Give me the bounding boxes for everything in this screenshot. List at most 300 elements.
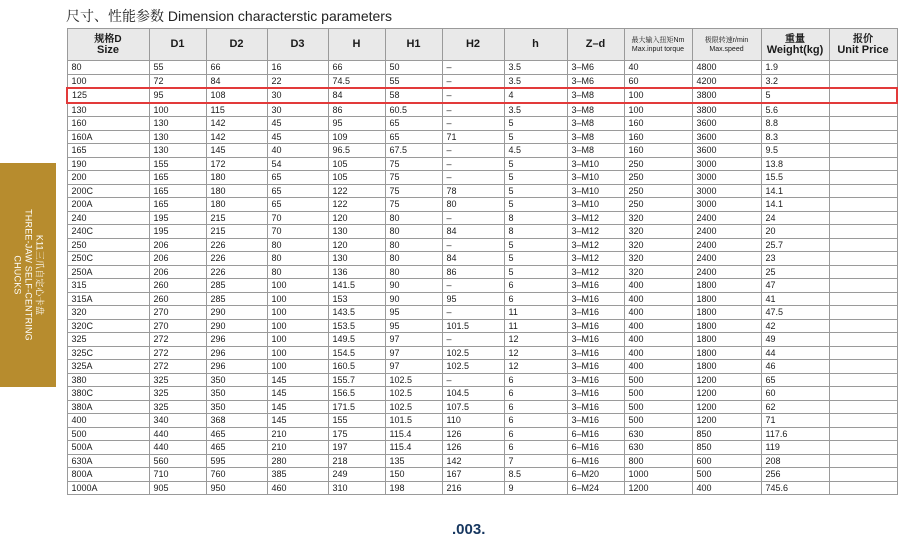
table-cell-h-lower: 12 [504,346,567,360]
table-cell-size: 320C [67,319,149,333]
table-cell-max-speed: 2400 [692,238,761,252]
table-cell-h1: 55 [385,74,442,88]
table-cell-max-speed: 1800 [692,279,761,293]
table-cell-h1: 90 [385,292,442,306]
table-cell-max-speed: 1800 [692,292,761,306]
table-cell-h-upper: 154.5 [328,346,385,360]
table-cell-h-lower: 11 [504,319,567,333]
table-cell-d2: 285 [206,279,267,293]
table-cell-weight: 44 [761,346,829,360]
table-cell-z-d: 3–M16 [567,360,624,374]
table-cell-h-upper: 155.7 [328,373,385,387]
table-cell-d2: 180 [206,171,267,185]
table-cell-max-speed: 2400 [692,265,761,279]
table-cell-d2: 115 [206,103,267,117]
table-cell-max-torque: 500 [624,373,692,387]
table-cell-d3: 280 [267,454,328,468]
table-cell-d2: 290 [206,306,267,320]
table-cell-weight: 46 [761,360,829,374]
table-row [67,103,897,117]
table-cell-z-d: 3–M16 [567,292,624,306]
page-title: 尺寸、性能参数 Dimension characterstic parameters [66,8,392,24]
table-cell-h1: 135 [385,454,442,468]
table-cell-d1: 260 [149,279,206,293]
column-header-h-lower [504,29,567,61]
table-cell-unit-price [829,265,897,279]
table-row [67,279,897,293]
table-cell-weight: 8.3 [761,130,829,144]
table-cell-z-d: 6–M16 [567,427,624,441]
table-row [67,346,897,360]
table-cell-max-speed: 1200 [692,414,761,428]
table-cell-d3: 30 [267,103,328,117]
table-cell-d3: 145 [267,400,328,414]
table-row [67,238,897,252]
table-cell-unit-price [829,184,897,198]
table-cell-unit-price [829,481,897,495]
table-cell-d3: 80 [267,238,328,252]
table-cell-h-lower: 6 [504,427,567,441]
table-cell-h1: 97 [385,360,442,374]
table-cell-d2: 215 [206,225,267,239]
table-cell-d1: 165 [149,184,206,198]
table-cell-max-speed: 3600 [692,130,761,144]
table-cell-weight: 25 [761,265,829,279]
table-cell-d2: 180 [206,184,267,198]
column-header-max-speed [692,29,761,61]
table-cell-unit-price [829,211,897,225]
table-cell-z-d: 3–M10 [567,198,624,212]
table-cell-weight: 1.9 [761,61,829,75]
table-cell-d3: 100 [267,346,328,360]
table-cell-max-torque: 1000 [624,468,692,482]
table-cell-h-upper: 149.5 [328,333,385,347]
table-cell-weight: 60 [761,387,829,401]
table-cell-size: 630A [67,454,149,468]
table-cell-size: 320 [67,306,149,320]
table-cell-max-speed: 3000 [692,171,761,185]
table-cell-max-speed: 1200 [692,387,761,401]
table-cell-d1: 560 [149,454,206,468]
table-cell-z-d: 6–M24 [567,481,624,495]
table-cell-unit-price [829,157,897,171]
table-cell-h1: 90 [385,279,442,293]
table-cell-size: 165 [67,144,149,158]
table-cell-max-torque: 320 [624,211,692,225]
table-cell-size: 380C [67,387,149,401]
table-cell-size: 125 [67,88,149,103]
table-cell-unit-price [829,414,897,428]
table-cell-max-torque: 400 [624,319,692,333]
table-cell-h-lower: 6 [504,373,567,387]
table-cell-d2: 350 [206,373,267,387]
page-number: .003. [452,521,486,538]
table-cell-d1: 325 [149,373,206,387]
table-cell-h-upper: 136 [328,265,385,279]
table-cell-d2: 226 [206,265,267,279]
table-cell-max-torque: 250 [624,184,692,198]
table-cell-h1: 115.4 [385,427,442,441]
table-cell-d2: 180 [206,198,267,212]
table-cell-unit-price [829,225,897,239]
table-cell-unit-price [829,74,897,88]
table-cell-d1: 195 [149,211,206,225]
table-cell-unit-price [829,103,897,117]
table-cell-h-lower: 6 [504,292,567,306]
table-cell-max-speed: 3800 [692,103,761,117]
table-cell-unit-price [829,441,897,455]
table-cell-max-torque: 400 [624,279,692,293]
table-cell-weight: 20 [761,225,829,239]
table-cell-d2: 285 [206,292,267,306]
table-cell-d1: 272 [149,333,206,347]
table-cell-d1: 165 [149,171,206,185]
table-cell-d1: 95 [149,88,206,103]
table-cell-h-upper: 249 [328,468,385,482]
table-cell-weight: 47.5 [761,306,829,320]
table-row [67,198,897,212]
table-cell-size: 250 [67,238,149,252]
table-cell-unit-price [829,144,897,158]
table-cell-size: 800A [67,468,149,482]
table-cell-unit-price [829,252,897,266]
table-cell-h2: 126 [442,441,504,455]
column-header-size-bottom: Size [96,43,119,56]
table-cell-d1: 905 [149,481,206,495]
table-cell-unit-price [829,292,897,306]
table-cell-h1: 115.4 [385,441,442,455]
table-cell-size: 380 [67,373,149,387]
table-cell-max-torque: 400 [624,360,692,374]
table-cell-z-d: 3–M16 [567,306,624,320]
table-cell-max-speed: 3000 [692,198,761,212]
table-cell-h-upper: 143.5 [328,306,385,320]
table-cell-h-lower: 5 [504,265,567,279]
table-cell-unit-price [829,88,897,103]
column-header-h1 [385,29,442,61]
table-cell-h-lower: 5 [504,171,567,185]
table-cell-h1: 95 [385,319,442,333]
table-cell-h2: 126 [442,427,504,441]
table-row [67,211,897,225]
table-cell-z-d: 3–M12 [567,252,624,266]
table-row [67,400,897,414]
table-cell-unit-price [829,346,897,360]
table-row [67,74,897,88]
table-row [67,252,897,266]
column-header-unit-price-top: 报价 [853,33,873,45]
table-cell-max-torque: 500 [624,414,692,428]
table-cell-max-torque: 400 [624,306,692,320]
table-cell-h-lower: 8 [504,211,567,225]
table-cell-d2: 84 [206,74,267,88]
table-cell-h-lower: 6 [504,400,567,414]
table-cell-z-d: 3–M16 [567,414,624,428]
table-cell-max-torque: 800 [624,454,692,468]
table-cell-h1: 80 [385,238,442,252]
table-cell-max-torque: 160 [624,130,692,144]
table-cell-h1: 67.5 [385,144,442,158]
table-cell-size: 200A [67,198,149,212]
table-cell-h1: 80 [385,211,442,225]
table-cell-max-speed: 600 [692,454,761,468]
table-cell-z-d: 3–M12 [567,225,624,239]
table-cell-d1: 206 [149,252,206,266]
table-cell-max-speed: 3600 [692,144,761,158]
table-cell-d1: 325 [149,387,206,401]
table-cell-h2: – [442,171,504,185]
table-cell-unit-price [829,333,897,347]
table-cell-unit-price [829,238,897,252]
table-cell-d3: 45 [267,117,328,131]
table-cell-weight: 117.6 [761,427,829,441]
parameters-table [66,28,898,495]
table-cell-d2: 142 [206,130,267,144]
table-cell-d1: 130 [149,144,206,158]
table-cell-weight: 5 [761,88,829,103]
column-header-weight [761,29,829,61]
table-cell-h-lower: 3.5 [504,61,567,75]
table-cell-d3: 145 [267,387,328,401]
table-cell-weight: 41 [761,292,829,306]
table-cell-size: 325C [67,346,149,360]
table-cell-d1: 440 [149,441,206,455]
table-cell-d3: 65 [267,184,328,198]
column-header-max-torque-bottom: Max.input torque [631,45,685,53]
table-cell-h-lower: 12 [504,333,567,347]
table-cell-z-d: 3–M12 [567,238,624,252]
table-cell-size: 160A [67,130,149,144]
table-cell-h1: 150 [385,468,442,482]
column-header-d1-top: D1 [170,38,185,50]
table-cell-unit-price [829,319,897,333]
column-header-size [67,29,149,61]
table-cell-d1: 206 [149,238,206,252]
table-cell-d3: 460 [267,481,328,495]
table-cell-h-upper: 155 [328,414,385,428]
table-cell-weight: 71 [761,414,829,428]
table-cell-weight: 256 [761,468,829,482]
table-row [67,427,897,441]
table-cell-h2: – [442,88,504,103]
table-cell-max-speed: 4200 [692,74,761,88]
table-cell-d3: 210 [267,427,328,441]
table-cell-d2: 290 [206,319,267,333]
table-cell-weight: 49 [761,333,829,347]
table-cell-max-speed: 2400 [692,211,761,225]
table-cell-d2: 368 [206,414,267,428]
table-cell-size: 200 [67,171,149,185]
table-cell-h2: 102.5 [442,360,504,374]
table-cell-max-torque: 250 [624,157,692,171]
table-cell-d1: 710 [149,468,206,482]
table-cell-max-torque: 1200 [624,481,692,495]
table-cell-unit-price [829,198,897,212]
table-cell-max-torque: 500 [624,387,692,401]
table-cell-h-upper: 160.5 [328,360,385,374]
table-cell-h-upper: 120 [328,238,385,252]
table-cell-h2: 84 [442,225,504,239]
column-header-h-upper-top: H [352,38,361,50]
table-cell-size: 240C [67,225,149,239]
table-cell-d2: 350 [206,387,267,401]
column-header-weight-bottom: Weight(kg) [766,43,824,56]
table-cell-h2: – [442,373,504,387]
column-header-z-d-top: Z–d [585,38,606,50]
table-cell-d1: 100 [149,103,206,117]
table-cell-d2: 465 [206,427,267,441]
table-cell-h-upper: 310 [328,481,385,495]
table-cell-h-lower: 3.5 [504,74,567,88]
table-cell-weight: 119 [761,441,829,455]
table-cell-size: 500A [67,441,149,455]
table-cell-weight: 65 [761,373,829,387]
table-cell-h2: – [442,333,504,347]
table-cell-h-lower: 5 [504,157,567,171]
table-cell-max-torque: 400 [624,292,692,306]
column-header-d3-top: D3 [290,38,305,50]
table-cell-d1: 130 [149,117,206,131]
table-cell-max-speed: 1800 [692,346,761,360]
table-cell-h1: 58 [385,88,442,103]
table-cell-unit-price [829,468,897,482]
side-tab-label: K11三爪自定心卡盘 THREE-JAW SELF-CENTRING CHUCKS [12,209,45,341]
column-header-max-torque [624,29,692,61]
table-cell-z-d: 3–M8 [567,88,624,103]
table-cell-z-d: 3–M16 [567,373,624,387]
table-cell-z-d: 6–M16 [567,441,624,455]
table-cell-z-d: 3–M12 [567,211,624,225]
table-cell-h-upper: 96.5 [328,144,385,158]
table-cell-max-torque: 500 [624,400,692,414]
table-cell-max-torque: 630 [624,427,692,441]
table-cell-d3: 145 [267,414,328,428]
table-cell-d3: 210 [267,441,328,455]
side-category-tab [0,163,56,387]
column-header-h2-top: H2 [465,38,481,50]
column-header-d1 [149,29,206,61]
table-cell-d2: 108 [206,88,267,103]
parameters-table-container [66,28,896,495]
table-cell-size: 160 [67,117,149,131]
table-cell-h2: 95 [442,292,504,306]
table-row [67,319,897,333]
table-cell-h2: – [442,306,504,320]
table-cell-max-speed: 4800 [692,61,761,75]
table-cell-max-torque: 320 [624,252,692,266]
table-cell-z-d: 3–M8 [567,130,624,144]
table-row [67,225,897,239]
table-cell-h-upper: 84 [328,88,385,103]
table-cell-h2: – [442,279,504,293]
table-cell-h2: 86 [442,265,504,279]
table-cell-d2: 760 [206,468,267,482]
table-cell-max-torque: 60 [624,74,692,88]
table-cell-d3: 80 [267,252,328,266]
table-cell-weight: 5.6 [761,103,829,117]
table-cell-d3: 145 [267,373,328,387]
table-cell-z-d: 3–M16 [567,319,624,333]
table-cell-d3: 100 [267,360,328,374]
table-cell-max-speed: 850 [692,441,761,455]
table-row [67,144,897,158]
table-cell-size: 500 [67,427,149,441]
table-cell-h-lower: 6 [504,387,567,401]
column-header-size-top: 规格D [94,33,122,45]
table-cell-max-torque: 250 [624,198,692,212]
table-cell-z-d: 3–M8 [567,103,624,117]
table-cell-z-d: 3–M16 [567,333,624,347]
table-cell-z-d: 3–M6 [567,74,624,88]
table-cell-d2: 172 [206,157,267,171]
table-cell-h2: – [442,61,504,75]
table-cell-unit-price [829,427,897,441]
table-cell-unit-price [829,360,897,374]
table-cell-d2: 296 [206,346,267,360]
table-cell-weight: 14.1 [761,198,829,212]
table-cell-size: 400 [67,414,149,428]
table-cell-h-upper: 74.5 [328,74,385,88]
table-cell-weight: 9.5 [761,144,829,158]
table-cell-h-upper: 66 [328,61,385,75]
column-header-d2 [206,29,267,61]
column-header-unit-price-bottom: Unit Price [837,43,889,56]
table-cell-unit-price [829,279,897,293]
table-cell-d1: 270 [149,306,206,320]
table-cell-weight: 42 [761,319,829,333]
table-cell-d1: 72 [149,74,206,88]
table-row [67,387,897,401]
table-cell-z-d: 3–M16 [567,279,624,293]
table-cell-max-torque: 100 [624,103,692,117]
table-cell-weight: 25.7 [761,238,829,252]
table-cell-h2: 102.5 [442,346,504,360]
table-row [67,468,897,482]
table-cell-size: 190 [67,157,149,171]
table-cell-max-torque: 160 [624,117,692,131]
table-cell-max-speed: 3000 [692,184,761,198]
table-cell-d3: 100 [267,279,328,293]
table-cell-h-upper: 95 [328,117,385,131]
table-cell-h2: – [442,117,504,131]
table-cell-h-lower: 9 [504,481,567,495]
table-cell-unit-price [829,387,897,401]
table-cell-max-speed: 3600 [692,117,761,131]
table-cell-d1: 260 [149,292,206,306]
table-cell-d3: 100 [267,306,328,320]
table-cell-weight: 8.8 [761,117,829,131]
table-cell-d3: 16 [267,61,328,75]
table-row [67,61,897,75]
table-cell-h-lower: 6 [504,441,567,455]
table-cell-max-speed: 1800 [692,319,761,333]
table-cell-z-d: 6–M16 [567,454,624,468]
table-cell-h2: – [442,157,504,171]
table-cell-d1: 272 [149,346,206,360]
table-cell-h2: 104.5 [442,387,504,401]
table-cell-h1: 80 [385,252,442,266]
table-cell-z-d: 3–M12 [567,265,624,279]
table-cell-max-torque: 630 [624,441,692,455]
table-cell-h2: – [442,103,504,117]
table-cell-weight: 24 [761,211,829,225]
table-cell-weight: 15.5 [761,171,829,185]
column-header-h-upper [328,29,385,61]
table-cell-d1: 272 [149,360,206,374]
table-cell-h2: 142 [442,454,504,468]
table-cell-h2: 101.5 [442,319,504,333]
table-cell-h1: 102.5 [385,373,442,387]
